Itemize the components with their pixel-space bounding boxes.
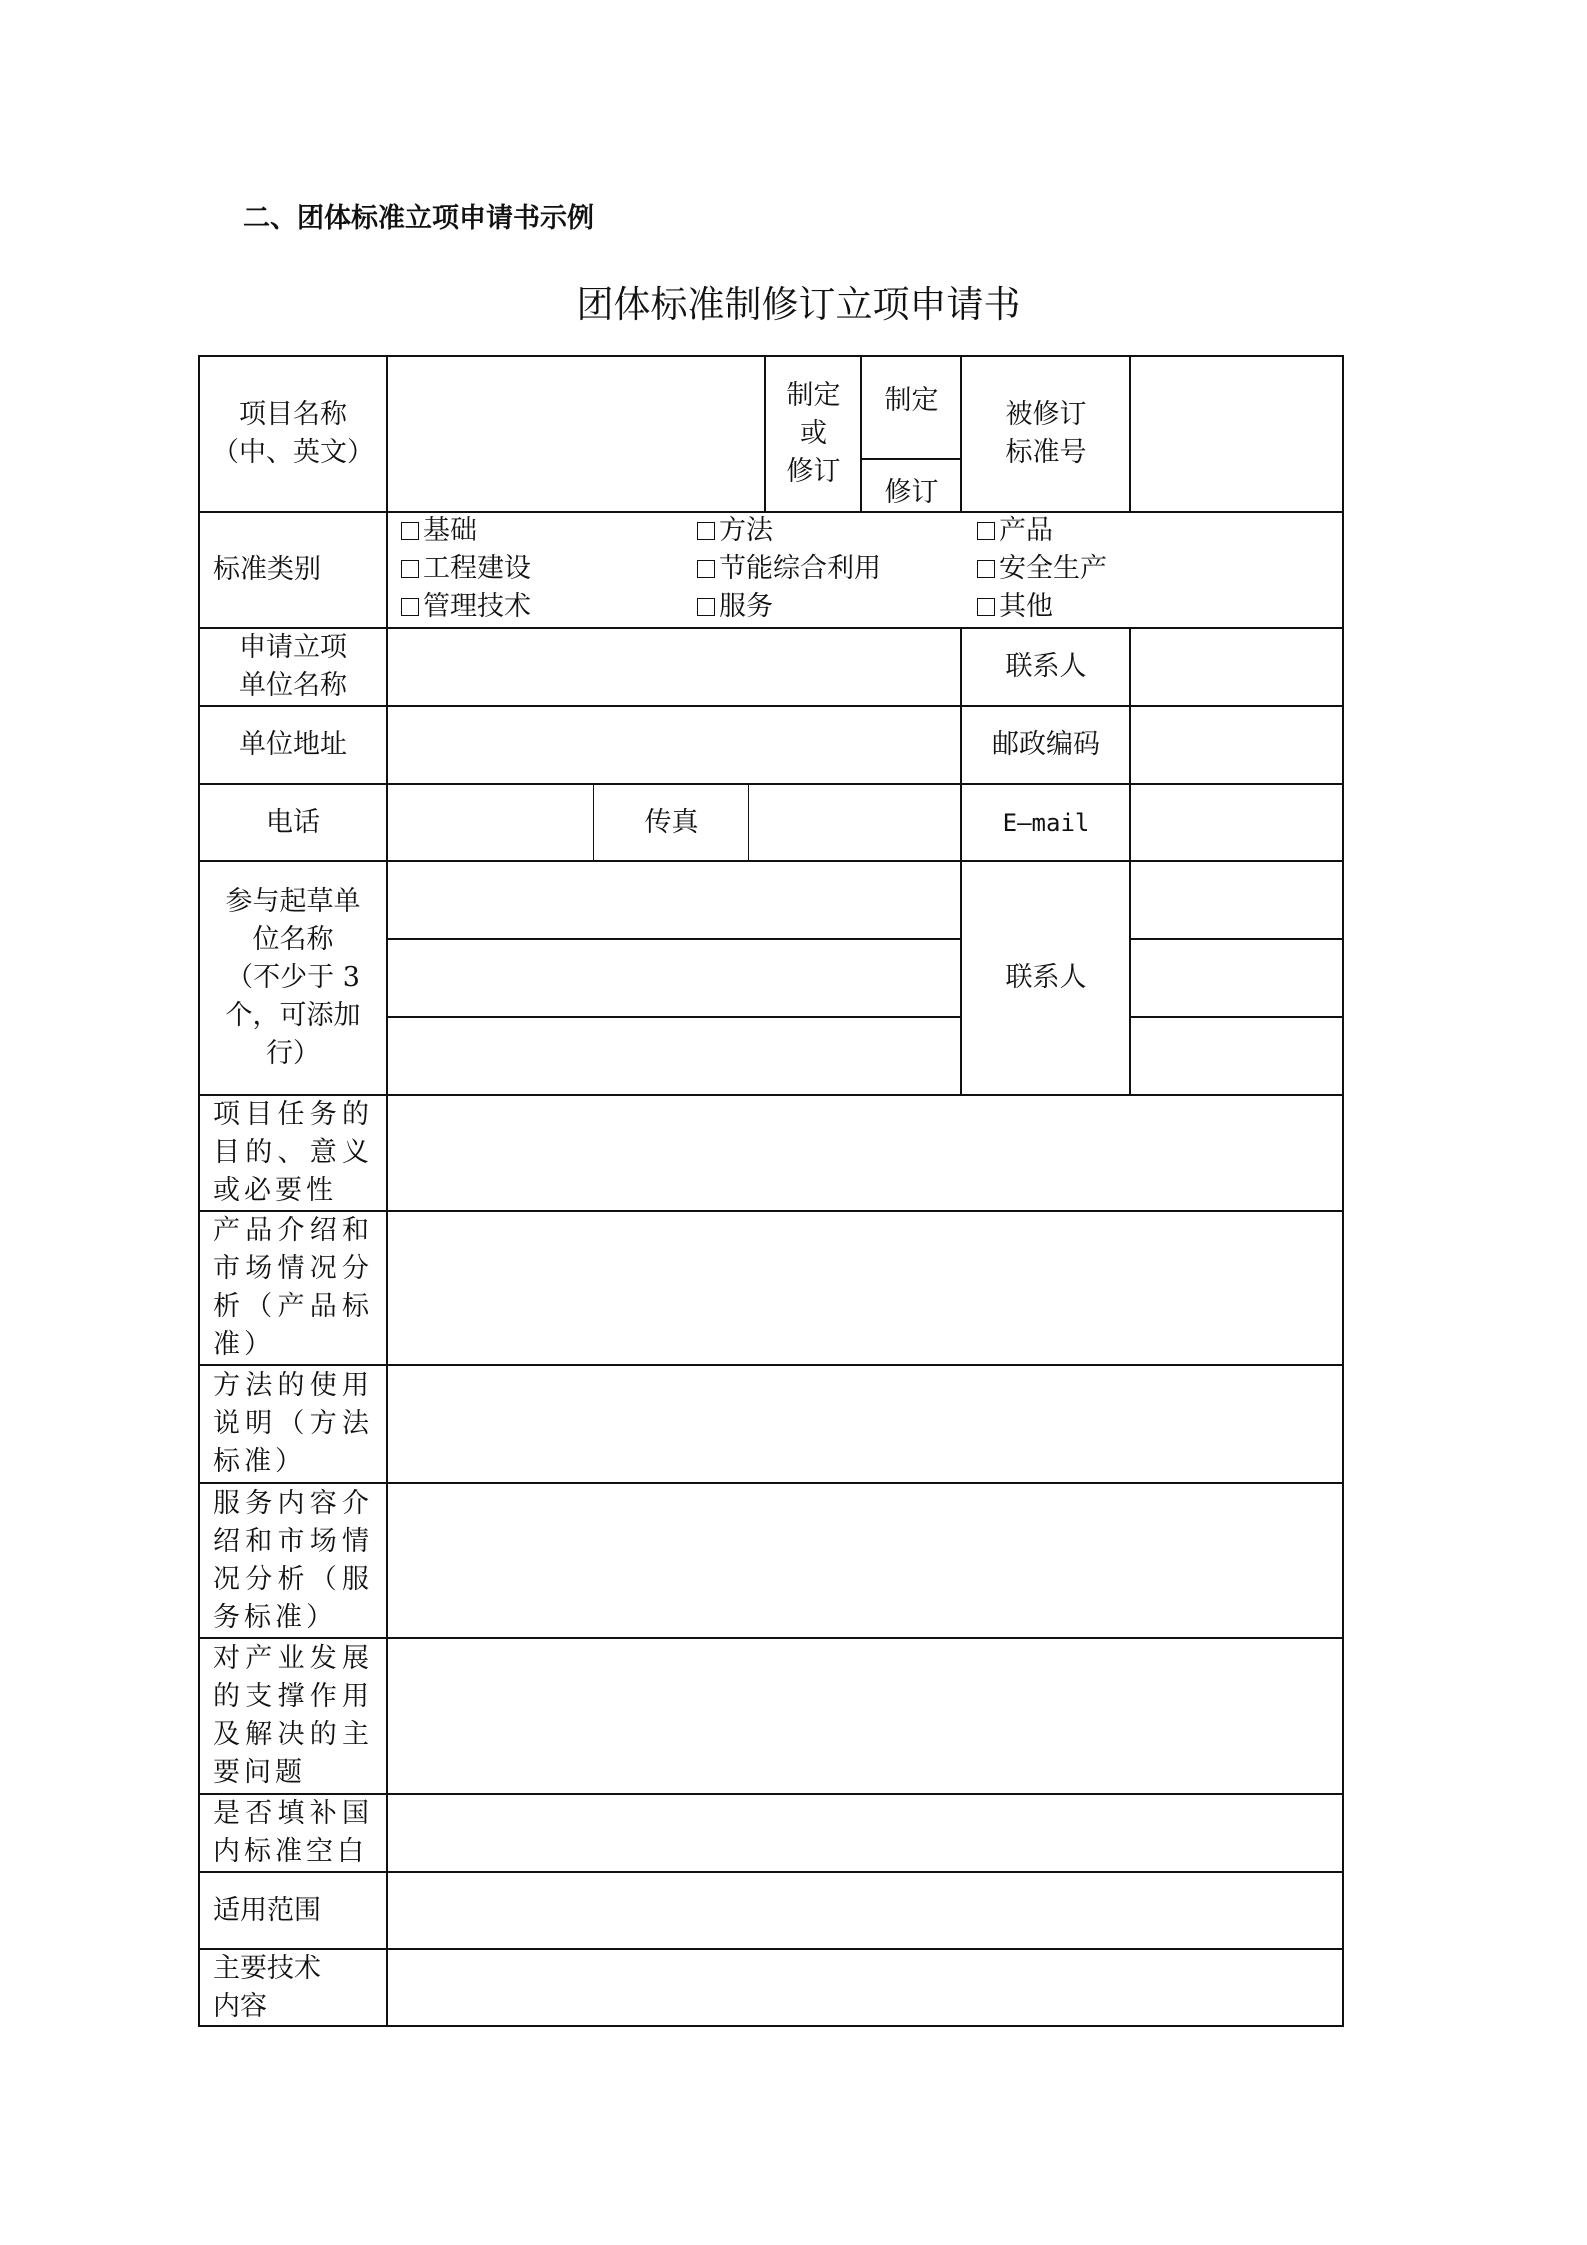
category-checkbox-engineering[interactable]: 工程建设 (401, 550, 531, 588)
method-usage-field[interactable] (388, 1366, 1342, 1482)
drafting-unit-field-1[interactable] (388, 862, 960, 938)
postal-code-field[interactable] (1131, 707, 1342, 783)
drafting-unit-field-3[interactable] (388, 1018, 960, 1094)
option-revise[interactable]: 修订 (884, 477, 939, 508)
scope-label: 适用范围 (213, 1894, 321, 1926)
fill-gap-label: 是否填补国内标准空白 (213, 1798, 373, 1867)
checkbox-icon[interactable] (697, 560, 715, 578)
purpose-field[interactable] (388, 1096, 1342, 1210)
drafting-contact-field-2[interactable] (1131, 940, 1342, 1016)
section-heading: 二、团体标准立项申请书示例 (243, 203, 594, 234)
phone-label: 电话 (266, 806, 320, 838)
option-make[interactable]: 制定 (884, 384, 939, 416)
service-intro-field[interactable] (388, 1484, 1342, 1637)
email-label: E—mail (1002, 808, 1090, 837)
applicant-unit-label: 申请立项 单位名称 (239, 632, 347, 701)
product-intro-label: 产品介绍和市场情况分析（产品标准） (213, 1215, 373, 1360)
category-checkbox-service[interactable]: 服务 (697, 588, 773, 626)
drafting-contact-field-3[interactable] (1131, 1018, 1342, 1094)
revised-standard-no-field[interactable] (1131, 357, 1342, 511)
product-intro-field[interactable] (388, 1212, 1342, 1364)
checkbox-icon[interactable] (977, 598, 995, 616)
revised-standard-no-label: 被修订 标准号 (1005, 399, 1087, 468)
category-checkbox-management[interactable]: 管理技术 (401, 588, 531, 626)
category-checkbox-energy-saving[interactable]: 节能综合利用 (697, 550, 881, 588)
unit-address-label: 单位地址 (239, 729, 347, 760)
category-checkbox-basic[interactable]: 基础 (401, 512, 477, 550)
phone-field[interactable] (388, 785, 593, 860)
checkbox-icon[interactable] (401, 598, 419, 616)
checkbox-icon[interactable] (977, 560, 995, 578)
category-checkbox-method[interactable]: 方法 (697, 512, 773, 550)
make-or-revise-label: 制定 或 修订 (786, 380, 841, 487)
contact-field[interactable] (1131, 629, 1342, 705)
category-checkbox-other[interactable]: 其他 (977, 588, 1053, 626)
document-title: 团体标准制修订立项申请书 (576, 283, 1021, 326)
checkbox-icon[interactable] (401, 560, 419, 578)
drafting-contact-label: 联系人 (1005, 962, 1087, 993)
checkbox-icon[interactable] (977, 522, 995, 540)
standard-category-label: 标准类别 (213, 554, 321, 585)
project-name-label: 项目名称 （中、英文） (212, 399, 374, 468)
industry-support-field[interactable] (388, 1639, 1342, 1793)
fax-label: 传真 (644, 806, 699, 838)
purpose-label: 项目任务的目的、意义或必要性 (213, 1099, 373, 1206)
drafting-units-label: 参与起草单 位名称 （不少于 3 个，可添加 行） (225, 886, 361, 1069)
project-name-field[interactable] (388, 357, 764, 511)
main-tech-label: 主要技术 内容 (213, 1952, 321, 2022)
industry-support-label: 对产业发展的支撑作用及解决的主要问题 (213, 1643, 373, 1788)
scope-field[interactable] (388, 1873, 1342, 1948)
table-border-right (1342, 355, 1344, 2027)
postal-code-label: 邮政编码 (992, 729, 1100, 760)
drafting-unit-field-2[interactable] (388, 940, 960, 1016)
service-intro-label: 服务内容介绍和市场情况分析（服务标准） (213, 1487, 373, 1633)
category-checkbox-safety[interactable]: 安全生产 (977, 550, 1107, 588)
method-usage-label: 方法的使用说明（方法标准） (213, 1370, 373, 1477)
contact-label: 联系人 (1005, 651, 1087, 682)
drafting-contact-field-1[interactable] (1131, 862, 1342, 938)
checkbox-icon[interactable] (697, 522, 715, 540)
category-checkbox-product[interactable]: 产品 (977, 512, 1053, 550)
fax-field[interactable] (750, 785, 960, 860)
email-field[interactable] (1131, 785, 1342, 860)
main-tech-field[interactable] (388, 1950, 1342, 2025)
checkbox-icon[interactable] (697, 598, 715, 616)
applicant-unit-field[interactable] (388, 629, 960, 705)
checkbox-icon[interactable] (401, 522, 419, 540)
unit-address-field[interactable] (388, 707, 960, 783)
fill-gap-field[interactable] (388, 1795, 1342, 1871)
